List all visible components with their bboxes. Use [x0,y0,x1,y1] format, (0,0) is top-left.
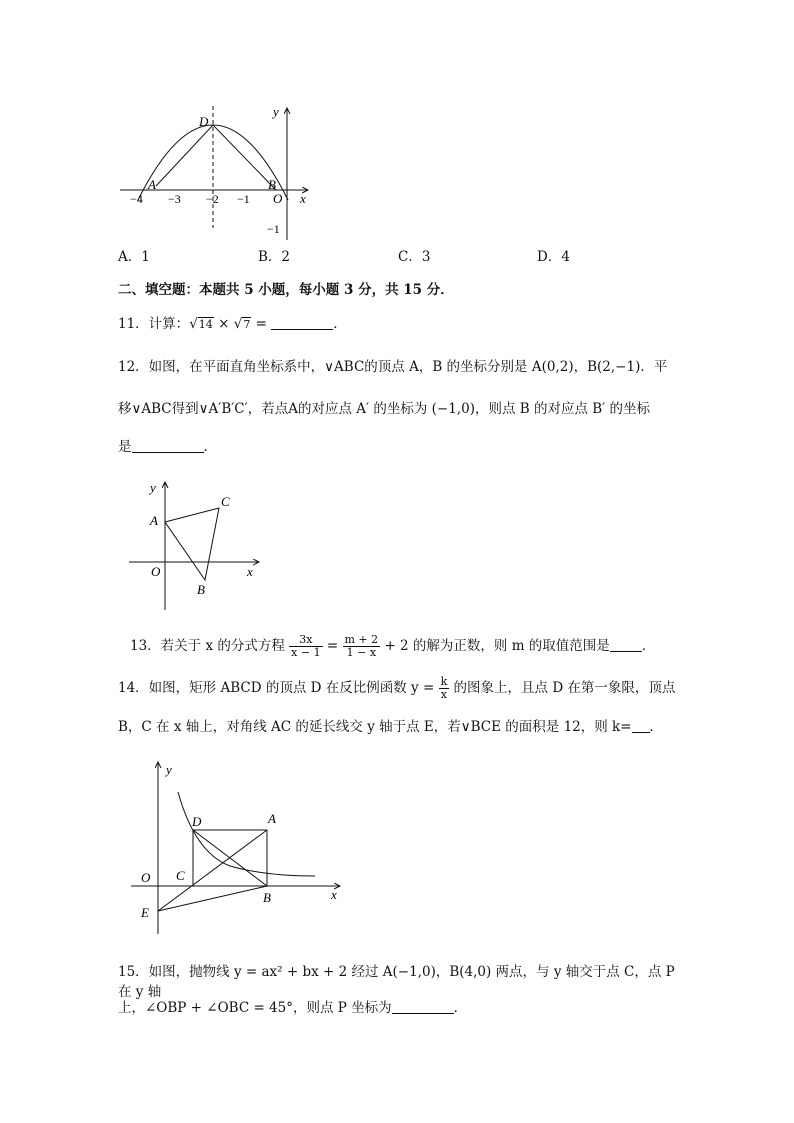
fraction-numerator: 3x [289,634,322,647]
answer-blank [610,637,642,652]
q14-line1-prefix: 14．如图，矩形 ABCD 的顶点 D 在反比例函数 y = [118,680,435,696]
label-b: B [268,177,276,192]
tick-label: −4 [130,192,143,206]
label-x: x [331,887,337,902]
fraction-numerator: m + 2 [344,633,379,646]
segment-db [213,125,276,190]
label-d: D [192,814,202,829]
question-13 [130,634,655,659]
label-y: y [150,480,156,495]
tick-label: −2 [206,192,219,206]
q12-line3-prefix: 是 [118,439,132,455]
q15-line2-end: ． [453,1000,468,1016]
option-c: C．3 [398,249,431,265]
q11-sqrt-b: 7 [243,318,251,331]
answer-blank [271,315,333,330]
label-origin: O [151,564,161,579]
tick-label-y: −1 [267,222,280,236]
option-b: B．2 [258,249,291,265]
question-12-line2: 移∨ABC得到∨A′B′C′，若点A的对应点 A′ 的坐标为 (−1,0)，则点 B 的对应点 B′ 的坐标 [118,401,651,417]
tick-label: −3 [168,192,181,206]
q14-line2-text: B，C 在 x 轴上，对角线 AC 的延长线交 y 轴于点 E，若∨BCE 的面积是 12，则 k= [118,719,632,735]
label-d: D [199,114,209,129]
q11-sqrt-a: 14 [198,318,213,331]
question-12-line3 [118,437,217,457]
label-c: C [176,868,185,883]
question-11: 11．计算：√14 × √7 = ． [118,316,347,332]
q11-end: ． [333,316,347,332]
fraction [439,676,450,701]
fraction [289,634,322,659]
q13-suffix: + 2 的解为正数，则 m 的取值范围是 [384,638,610,654]
option-a: A．1 [118,249,150,265]
q13-prefix: 13．若关于 x 的分式方程 [130,638,285,654]
q11-prefix: 11．计算： [118,316,190,332]
answer-blank [132,438,204,453]
label-x: x [300,191,306,206]
question-15-line1: 15．如图，抛物线 y = ax² + bx + 2 经过 A(−1,0)，B(4,0) 两点，与 y 轴交于点 C，点 P 在 y 轴 [118,964,675,1000]
section-header: 二、填空题：本题共 5 小题，每小题 3 分，共 15 分． [118,282,454,298]
label-e: E [141,905,149,920]
q11-times: × [218,316,230,332]
fraction-numerator: k [440,675,448,688]
label-origin: O [141,870,151,885]
q10-figure [110,100,320,245]
q12-line3-end: ． [203,439,217,455]
label-y: y [166,762,172,777]
question-15-line2 [118,998,467,1018]
label-origin: O [273,191,283,206]
question-12-line1: 12．如图，在平面直角坐标系中，∨ABC的顶点 A，B 的坐标分别是 A(0,2)，B(2,−1)．平 [118,359,668,375]
q12-figure [125,476,265,616]
q14-line2-end: ． [649,719,664,735]
label-a: A [150,513,158,528]
answer-blank [392,999,454,1014]
label-a: A [148,177,156,192]
question-14-line1 [118,676,675,701]
q15-line2-prefix: 上，∠OBP + ∠OBC = 45°，则点 P 坐标为 [118,1000,392,1016]
fraction-denominator: x [440,688,447,701]
tick-label: −1 [237,192,250,206]
q11-eq: = [255,316,267,332]
fraction-denominator: 1 − x [346,646,377,659]
q14-line1-suffix: 的图象上，且点 D 在第一象限，顶点 [453,680,676,696]
label-b: B [197,582,205,597]
answer-blank [632,718,650,733]
q13-end: ． [641,638,656,654]
q14-figure [125,758,350,938]
fraction-denominator: x − 1 [291,646,321,659]
label-a: A [268,811,276,826]
triangle-abc [165,508,219,580]
q13-eq: = [326,638,339,654]
label-y: y [273,104,279,119]
question-14-line2 [118,717,663,737]
label-b: B [263,890,271,905]
label-x: x [247,564,253,579]
option-d: D．4 [537,249,570,265]
fraction [343,634,381,659]
label-c: C [221,494,230,509]
